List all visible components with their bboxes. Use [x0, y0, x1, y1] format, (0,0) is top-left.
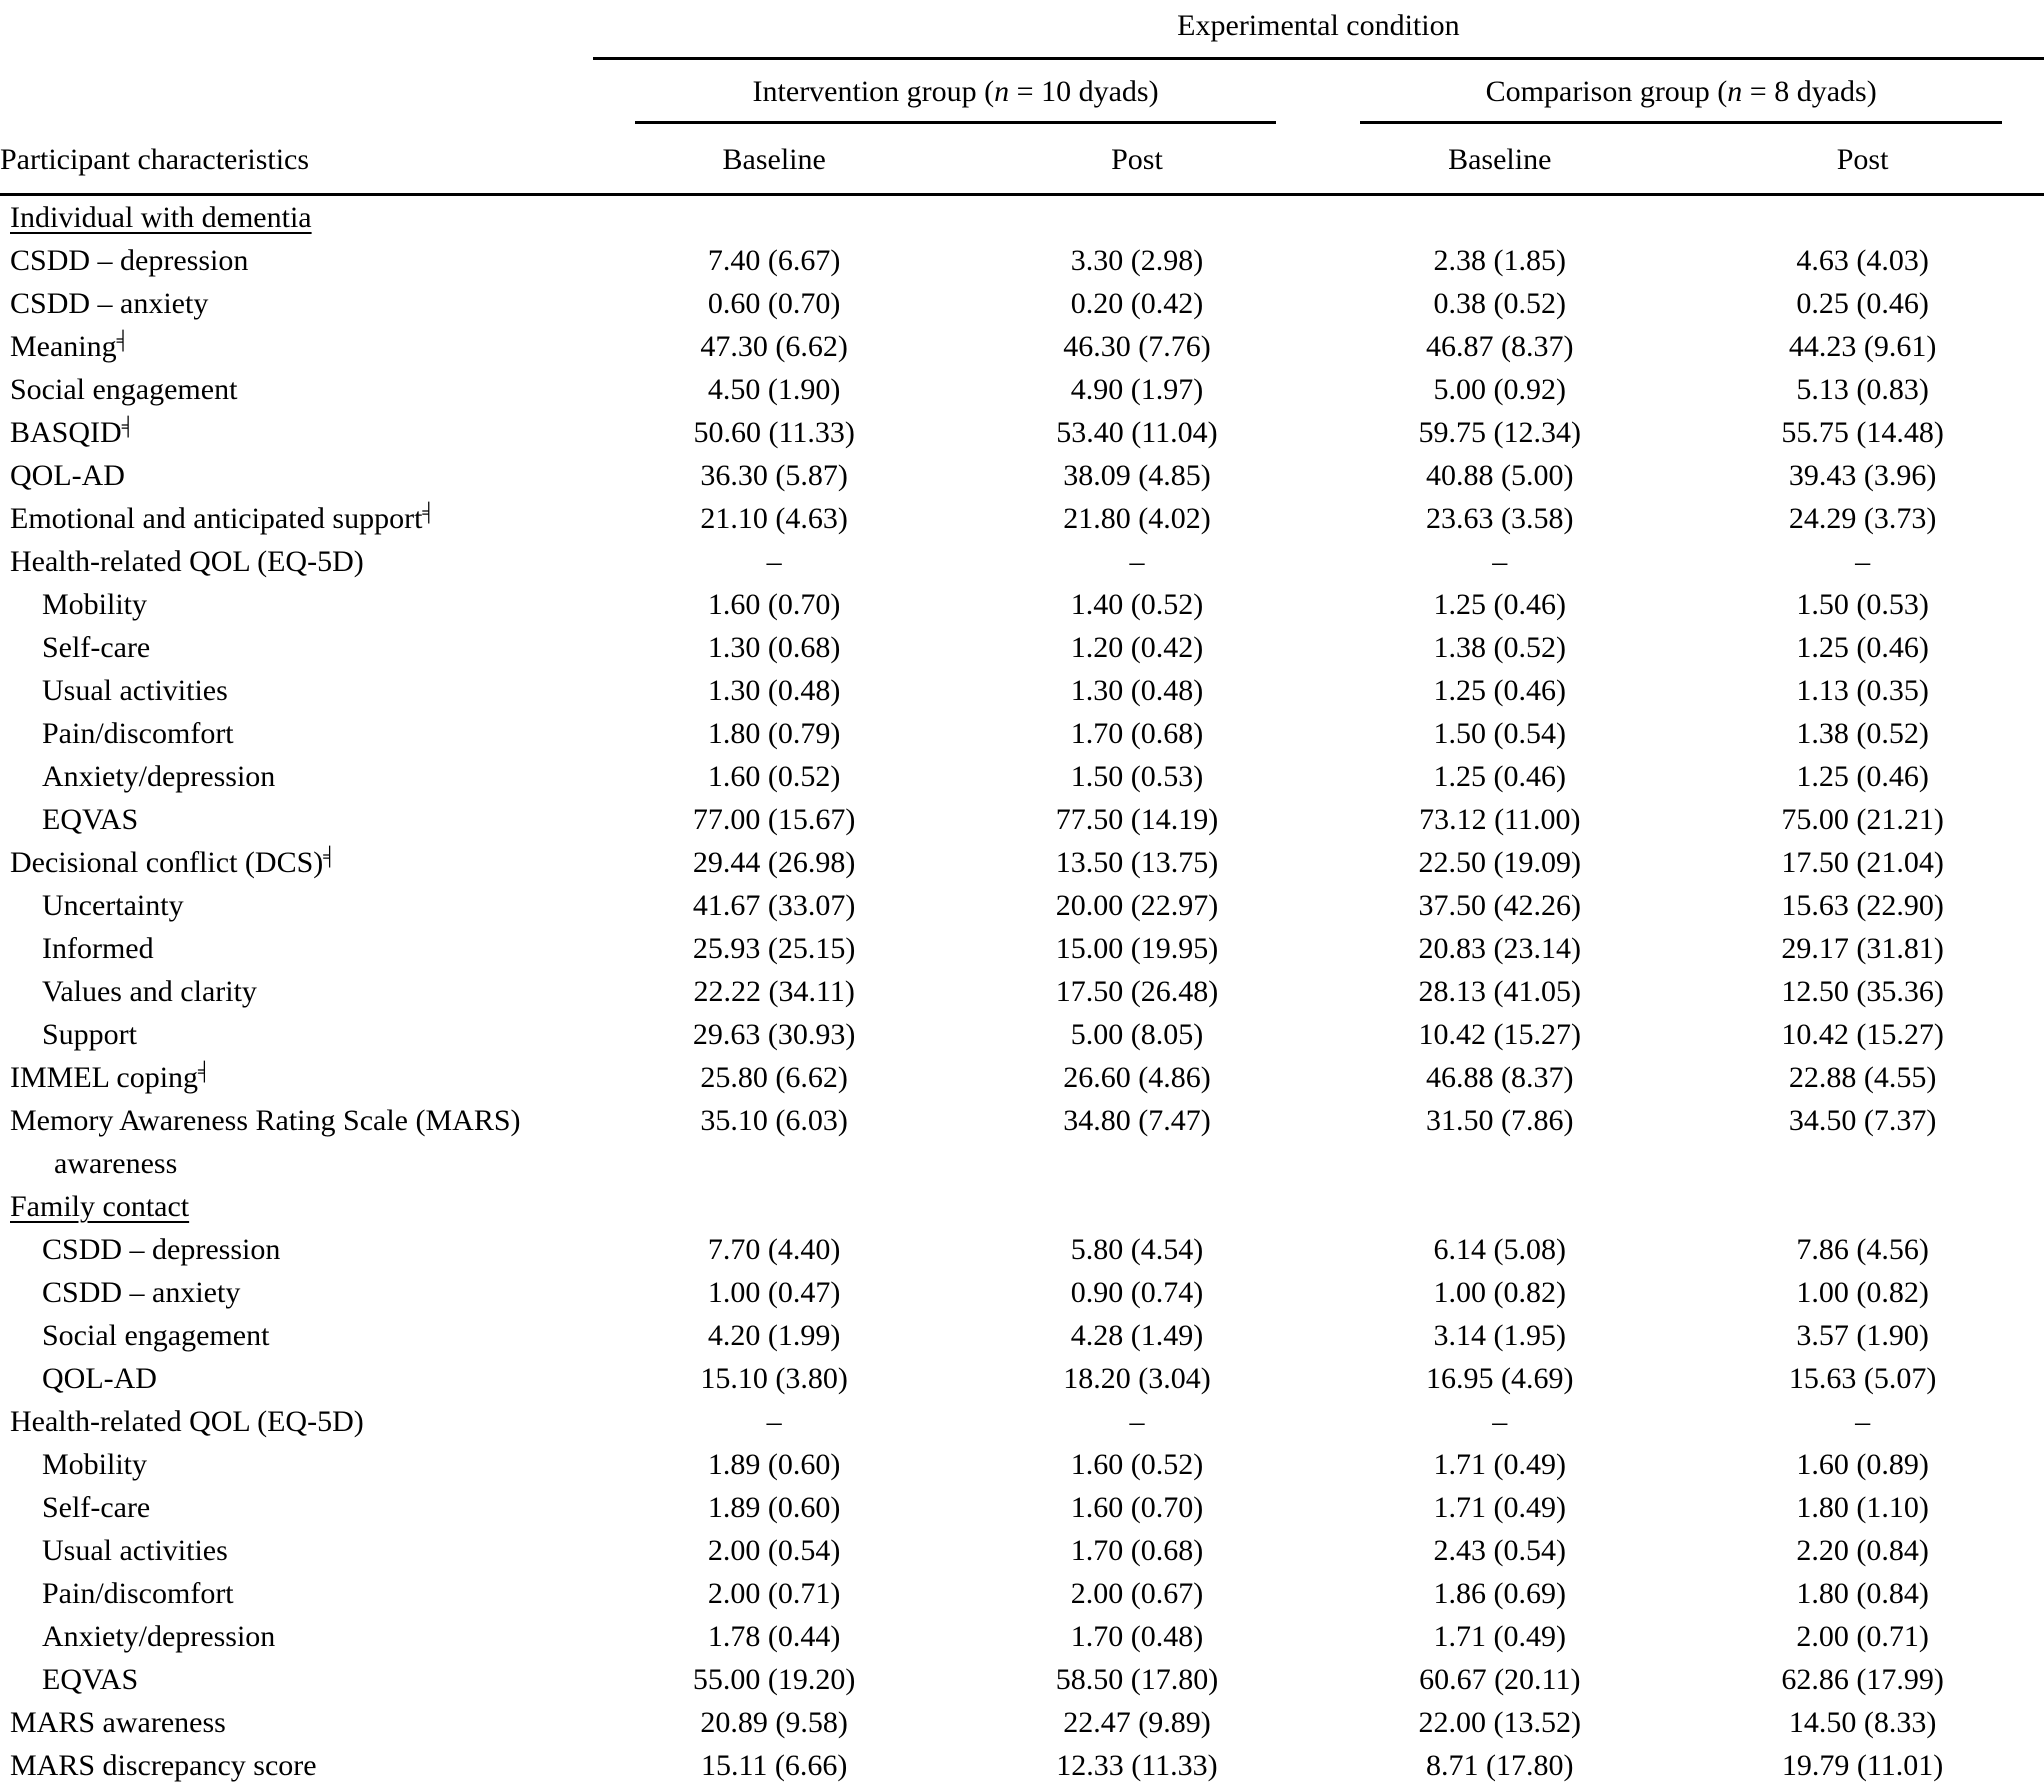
cell-value: 1.38 (0.52) — [1318, 626, 1681, 669]
cell-value: 1.86 (0.69) — [1318, 1572, 1681, 1615]
group-label-post: = 8 dyads) — [1742, 75, 1876, 108]
cell-value: 34.50 (7.37) — [1681, 1099, 2044, 1185]
row-label: Memory Awareness Rating Scale (MARS) awareness — [0, 1099, 593, 1185]
cell-value: 1.71 (0.49) — [1318, 1486, 1681, 1529]
table-row — [0, 1228, 2044, 1271]
row-label: Informed — [0, 927, 593, 970]
cell-value: 18.20 (3.04) — [956, 1357, 1319, 1400]
cell-value: 8.71 (17.80) — [1318, 1744, 1681, 1787]
cell-value: 1.70 (0.68) — [956, 712, 1319, 755]
cell-value: 4.90 (1.97) — [956, 368, 1319, 411]
row-label: Mobility — [0, 1443, 593, 1486]
cell-value: 1.40 (0.52) — [956, 583, 1319, 626]
cell-value: 20.89 (9.58) — [593, 1701, 956, 1744]
group-label-pre: Comparison group ( — [1486, 75, 1728, 108]
table-row — [0, 798, 2044, 841]
cell-value: 25.93 (25.15) — [593, 927, 956, 970]
cell-value: 24.29 (3.73) — [1681, 497, 2044, 540]
table-row — [0, 1443, 2044, 1486]
row-label: MARS discrepancy score — [0, 1744, 593, 1787]
table-row — [0, 841, 2044, 884]
cell-value: 1.00 (0.82) — [1318, 1271, 1681, 1314]
cell-value: 4.28 (1.49) — [956, 1314, 1319, 1357]
cell-value: 3.14 (1.95) — [1318, 1314, 1681, 1357]
cell-value: 1.70 (0.68) — [956, 1529, 1319, 1572]
footnote-marker: ╡ — [422, 502, 435, 522]
cell-value: 5.13 (0.83) — [1681, 368, 2044, 411]
section-label-text: Individual with dementia — [10, 201, 312, 234]
cell-value: 17.50 (21.04) — [1681, 841, 2044, 884]
cell-value: 10.42 (15.27) — [1318, 1013, 1681, 1056]
table-row — [0, 1314, 2044, 1357]
cell-value: 15.11 (6.66) — [593, 1744, 956, 1787]
blank-cell — [0, 59, 593, 125]
cell-value: 1.78 (0.44) — [593, 1615, 956, 1658]
cell-value: 1.30 (0.48) — [593, 669, 956, 712]
cell-value: 22.22 (34.11) — [593, 970, 956, 1013]
table-row — [0, 1744, 2044, 1787]
cell-value: 26.60 (4.86) — [956, 1056, 1319, 1099]
table-row — [0, 927, 2044, 970]
row-label: CSDD – depression — [0, 239, 593, 282]
row-label: Self-care — [0, 626, 593, 669]
row-label: Support — [0, 1013, 593, 1056]
table-row — [0, 1486, 2044, 1529]
cell-value: 29.44 (26.98) — [593, 841, 956, 884]
table-row — [0, 239, 2044, 282]
row-label: Social engagement — [0, 368, 593, 411]
group-header-comparison-label — [1360, 70, 2002, 124]
col-header-intervention-baseline: Baseline — [593, 124, 956, 195]
table-row — [0, 755, 2044, 798]
row-label: QOL-AD — [0, 454, 593, 497]
table-row — [0, 325, 2044, 368]
table-header — [0, 0, 2044, 195]
group-label-post: = 10 dyads) — [1009, 75, 1158, 108]
cell-value: 0.20 (0.42) — [956, 282, 1319, 325]
cell-value: 50.60 (11.33) — [593, 411, 956, 454]
cell-value: 7.86 (4.56) — [1681, 1228, 2044, 1271]
cell-value: 41.67 (33.07) — [593, 884, 956, 927]
table-row — [0, 970, 2044, 1013]
table-row — [0, 626, 2044, 669]
section-label-text: Family contact — [10, 1190, 189, 1223]
cell-value: 21.80 (4.02) — [956, 497, 1319, 540]
cell-value: 34.80 (7.47) — [956, 1099, 1319, 1185]
cell-value: 7.70 (4.40) — [593, 1228, 956, 1271]
section-row — [0, 195, 2044, 240]
row-label: Anxiety/depression — [0, 755, 593, 798]
row-label: Pain/discomfort — [0, 1572, 593, 1615]
cell-value: 1.50 (0.53) — [956, 755, 1319, 798]
table-row — [0, 884, 2044, 927]
cell-value: 29.63 (30.93) — [593, 1013, 956, 1056]
cell-value: 1.20 (0.42) — [956, 626, 1319, 669]
cell-value: 35.10 (6.03) — [593, 1099, 956, 1185]
cell-value: 1.30 (0.48) — [956, 669, 1319, 712]
table-row — [0, 368, 2044, 411]
cell-value: 2.00 (0.71) — [593, 1572, 956, 1615]
row-label: Social engagement — [0, 1314, 593, 1357]
table-row — [0, 1400, 2044, 1443]
cell-value: 0.25 (0.46) — [1681, 282, 2044, 325]
table-row — [0, 1099, 2044, 1185]
n-symbol: n — [1727, 75, 1742, 108]
table-row — [0, 1658, 2044, 1701]
row-label: CSDD – anxiety — [0, 282, 593, 325]
footnote-marker: ╡ — [198, 1061, 211, 1081]
row-label: Health-related QOL (EQ-5D) — [0, 540, 593, 583]
cell-value: – — [956, 1400, 1319, 1443]
cell-value: 1.13 (0.35) — [1681, 669, 2044, 712]
cell-value: 6.14 (5.08) — [1318, 1228, 1681, 1271]
cell-value: 13.50 (13.75) — [956, 841, 1319, 884]
group-header-comparison — [1318, 59, 2044, 125]
row-label: Values and clarity — [0, 970, 593, 1013]
table-body — [0, 195, 2044, 1787]
cell-value: 5.00 (0.92) — [1318, 368, 1681, 411]
table-row — [0, 669, 2044, 712]
cell-value: 15.63 (5.07) — [1681, 1357, 2044, 1400]
cell-value: 1.71 (0.49) — [1318, 1443, 1681, 1486]
cell-value: 25.80 (6.62) — [593, 1056, 956, 1099]
section-row — [0, 1185, 2044, 1228]
cell-value: 4.50 (1.90) — [593, 368, 956, 411]
cell-value: 44.23 (9.61) — [1681, 325, 2044, 368]
stub-header: Participant characteristics — [0, 124, 593, 195]
cell-value: 1.25 (0.46) — [1318, 755, 1681, 798]
cell-value: 0.60 (0.70) — [593, 282, 956, 325]
cell-value: 46.30 (7.76) — [956, 325, 1319, 368]
cell-value: 20.83 (23.14) — [1318, 927, 1681, 970]
cell-value: 1.80 (0.84) — [1681, 1572, 2044, 1615]
cell-value: 3.57 (1.90) — [1681, 1314, 2044, 1357]
table-row — [0, 1013, 2044, 1056]
cell-value: 75.00 (21.21) — [1681, 798, 2044, 841]
row-label: Uncertainty — [0, 884, 593, 927]
cell-value: 10.42 (15.27) — [1681, 1013, 2044, 1056]
footnote-marker: ╡ — [122, 416, 135, 436]
row-label: EQVAS — [0, 1658, 593, 1701]
blank-cell — [0, 0, 593, 59]
cell-value: 2.00 (0.67) — [956, 1572, 1319, 1615]
row-label-second-line: awareness — [54, 1142, 585, 1185]
cell-value: 1.00 (0.82) — [1681, 1271, 2044, 1314]
row-label: EQVAS — [0, 798, 593, 841]
cell-value: 46.88 (8.37) — [1318, 1056, 1681, 1099]
row-label: CSDD – anxiety — [0, 1271, 593, 1314]
cell-value: 4.63 (4.03) — [1681, 239, 2044, 282]
table-row — [0, 1056, 2044, 1099]
cell-value: 0.90 (0.74) — [956, 1271, 1319, 1314]
cell-value: 5.80 (4.54) — [956, 1228, 1319, 1271]
cell-value: 31.50 (7.86) — [1318, 1099, 1681, 1185]
cell-value: – — [1318, 540, 1681, 583]
col-header-comparison-post: Post — [1681, 124, 2044, 195]
table-row — [0, 583, 2044, 626]
cell-value: 1.30 (0.68) — [593, 626, 956, 669]
cell-value: 55.00 (19.20) — [593, 1658, 956, 1701]
cell-value: 58.50 (17.80) — [956, 1658, 1319, 1701]
cell-value: – — [1681, 1400, 2044, 1443]
cell-value: 1.25 (0.46) — [1681, 755, 2044, 798]
row-label: CSDD – depression — [0, 1228, 593, 1271]
cell-value: 2.20 (0.84) — [1681, 1529, 2044, 1572]
cell-value: 4.20 (1.99) — [593, 1314, 956, 1357]
group-label-pre: Intervention group ( — [753, 75, 995, 108]
cell-value: 38.09 (4.85) — [956, 454, 1319, 497]
cell-value: 7.40 (6.67) — [593, 239, 956, 282]
cell-value: 17.50 (26.48) — [956, 970, 1319, 1013]
footnote-marker: ╡ — [323, 846, 336, 866]
cell-value: 1.38 (0.52) — [1681, 712, 2044, 755]
cell-value: 12.33 (11.33) — [956, 1744, 1319, 1787]
table-row — [0, 1271, 2044, 1314]
cell-value: 1.70 (0.48) — [956, 1615, 1319, 1658]
row-label: Decisional conflict (DCS)╡ — [0, 841, 593, 884]
table-row — [0, 712, 2044, 755]
cell-value: 1.71 (0.49) — [1318, 1615, 1681, 1658]
row-label: MARS awareness — [0, 1701, 593, 1744]
cell-value: 37.50 (42.26) — [1318, 884, 1681, 927]
cell-value: 21.10 (4.63) — [593, 497, 956, 540]
cell-value: 15.63 (22.90) — [1681, 884, 2044, 927]
n-symbol: n — [994, 75, 1009, 108]
cell-value: 15.00 (19.95) — [956, 927, 1319, 970]
cell-value: 1.89 (0.60) — [593, 1486, 956, 1529]
cell-value: 62.86 (17.99) — [1681, 1658, 2044, 1701]
row-label: Anxiety/depression — [0, 1615, 593, 1658]
cell-value: 1.60 (0.70) — [593, 583, 956, 626]
cell-value: 1.50 (0.54) — [1318, 712, 1681, 755]
spanner-header: Experimental condition — [593, 0, 2044, 59]
cell-value: 3.30 (2.98) — [956, 239, 1319, 282]
row-label: Self-care — [0, 1486, 593, 1529]
cell-value: 22.47 (9.89) — [956, 1701, 1319, 1744]
cell-value: 1.80 (0.79) — [593, 712, 956, 755]
cell-value: 22.00 (13.52) — [1318, 1701, 1681, 1744]
cell-value: 22.50 (19.09) — [1318, 841, 1681, 884]
cell-value: 73.12 (11.00) — [1318, 798, 1681, 841]
section-label — [0, 195, 2044, 240]
cell-value: 1.89 (0.60) — [593, 1443, 956, 1486]
row-label: Health-related QOL (EQ-5D) — [0, 1400, 593, 1443]
cell-value: 12.50 (35.36) — [1681, 970, 2044, 1013]
row-label: Emotional and anticipated support╡ — [0, 497, 593, 540]
section-label — [0, 1185, 2044, 1228]
row-label: Usual activities — [0, 669, 593, 712]
row-label: IMMEL coping╡ — [0, 1056, 593, 1099]
table-row — [0, 1529, 2044, 1572]
cell-value: 1.00 (0.47) — [593, 1271, 956, 1314]
table-row — [0, 282, 2044, 325]
cell-value: 1.80 (1.10) — [1681, 1486, 2044, 1529]
group-header-row — [0, 59, 2044, 125]
cell-value: – — [1681, 540, 2044, 583]
cell-value: 60.67 (20.11) — [1318, 1658, 1681, 1701]
row-label: Mobility — [0, 583, 593, 626]
cell-value: 1.60 (0.52) — [593, 755, 956, 798]
spanner-row — [0, 0, 2044, 59]
table-row — [0, 540, 2044, 583]
group-header-intervention — [593, 59, 1319, 125]
cell-value: 77.00 (15.67) — [593, 798, 956, 841]
cell-value: 77.50 (14.19) — [956, 798, 1319, 841]
cell-value: 1.50 (0.53) — [1681, 583, 2044, 626]
cell-value: 19.79 (11.01) — [1681, 1744, 2044, 1787]
col-header-comparison-baseline: Baseline — [1318, 124, 1681, 195]
cell-value: 39.43 (3.96) — [1681, 454, 2044, 497]
cell-value: 5.00 (8.05) — [956, 1013, 1319, 1056]
cell-value: – — [593, 1400, 956, 1443]
cell-value: – — [593, 540, 956, 583]
cell-value: 1.60 (0.52) — [956, 1443, 1319, 1486]
cell-value: 55.75 (14.48) — [1681, 411, 2044, 454]
cell-value: – — [1318, 1400, 1681, 1443]
cell-value: 53.40 (11.04) — [956, 411, 1319, 454]
cell-value: 59.75 (12.34) — [1318, 411, 1681, 454]
cell-value: 1.25 (0.46) — [1318, 583, 1681, 626]
cell-value: 36.30 (5.87) — [593, 454, 956, 497]
table-row — [0, 1701, 2044, 1744]
cell-value: 2.00 (0.71) — [1681, 1615, 2044, 1658]
cell-value: 20.00 (22.97) — [956, 884, 1319, 927]
table-row — [0, 411, 2044, 454]
cell-value: 23.63 (3.58) — [1318, 497, 1681, 540]
col-header-intervention-post: Post — [956, 124, 1319, 195]
cell-value: 16.95 (4.69) — [1318, 1357, 1681, 1400]
row-label: QOL-AD — [0, 1357, 593, 1400]
cell-value: 46.87 (8.37) — [1318, 325, 1681, 368]
cell-value: 14.50 (8.33) — [1681, 1701, 2044, 1744]
table-row — [0, 497, 2044, 540]
column-header-row — [0, 124, 2044, 195]
table-row — [0, 454, 2044, 497]
row-label: Pain/discomfort — [0, 712, 593, 755]
row-label: Meaning╡ — [0, 325, 593, 368]
cell-value: 15.10 (3.80) — [593, 1357, 956, 1400]
cell-value: 2.43 (0.54) — [1318, 1529, 1681, 1572]
cell-value: 1.25 (0.46) — [1681, 626, 2044, 669]
cell-value: 22.88 (4.55) — [1681, 1056, 2044, 1099]
cell-value: 28.13 (41.05) — [1318, 970, 1681, 1013]
cell-value: 29.17 (31.81) — [1681, 927, 2044, 970]
cell-value: – — [956, 540, 1319, 583]
cell-value: 47.30 (6.62) — [593, 325, 956, 368]
cell-value: 1.60 (0.70) — [956, 1486, 1319, 1529]
row-label: Usual activities — [0, 1529, 593, 1572]
group-header-intervention-label — [635, 70, 1277, 124]
table-row — [0, 1572, 2044, 1615]
footnote-marker: ╡ — [117, 330, 130, 350]
cell-value: 2.38 (1.85) — [1318, 239, 1681, 282]
table-row — [0, 1615, 2044, 1658]
row-label: BASQID╡ — [0, 411, 593, 454]
cell-value: 2.00 (0.54) — [593, 1529, 956, 1572]
table-row — [0, 1357, 2044, 1400]
cell-value: 1.25 (0.46) — [1318, 669, 1681, 712]
cell-value: 40.88 (5.00) — [1318, 454, 1681, 497]
cell-value: 0.38 (0.52) — [1318, 282, 1681, 325]
cell-value: 1.60 (0.89) — [1681, 1443, 2044, 1486]
